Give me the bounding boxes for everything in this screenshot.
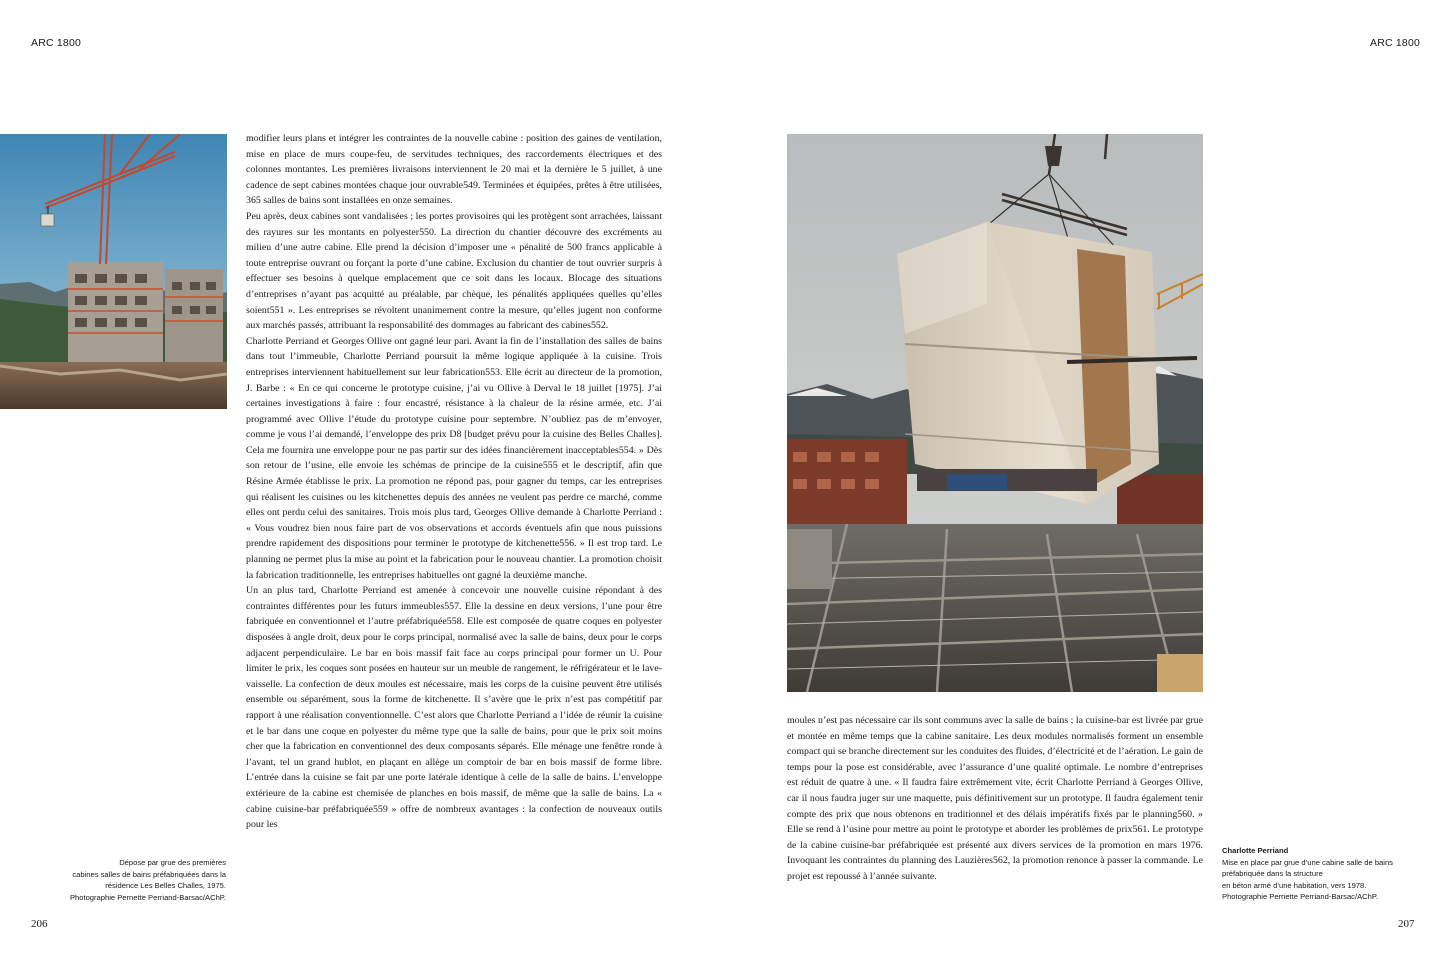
left-photo-caption (70, 857, 226, 903)
caption-line: en béton armé d’une habitation, vers 1978. (1222, 880, 1367, 890)
caption-line: Dépose par grue des premières (119, 858, 226, 867)
caption-line: cabines salles de bains préfabriquées dans la (72, 869, 226, 879)
construction-site-photo (0, 134, 227, 409)
prefab-cabin-photo (787, 134, 1203, 692)
caption-line: Photographie Pernette Perriand-Barsac/AChP. (69, 892, 226, 902)
body-paragraph: Charlotte Perriand et Georges Ollive ont gagné leur pari. Avant la fin de l’installation des salles de bains dans tout l’immeuble, Charlotte Perriand poursuit la même logique appliquée à la cuisine. Trois entreprises interviennent habituellement sur leur fabrication553. Elle écrit au directeur de la promotion, J. Barbe : « En ce qui concerne le prototype cuisine, j’ai vu Ollive à Derval le 18 juillet [1975]. J’ai certaines investigations à faire : four encastré, résistance à la chaleur de la résine armée, etc. J’ai programmé avec Ollive l’étude du prototype cuisine pour septembre. N’oubliez pas de m’envoyer, comme je vous l’ai demandé, l’enveloppe des prix D8 [budget prévu pour la cuisine des Belles Challes]. Cela me fournira une enveloppe pour ne pas partir sur des idées financièrement inacceptables554. » Dès son retour de l’usine, elle envoie les schémas de principe de la cuisine555 et le descriptif, afin que Résine Armée établisse le prix. La promotion ne répond pas, pour gagner du temps, car les entreprises qui réalisent les cuisines ou les kitchenettes depuis des années ne veulent pas perdre ce marché, comme elles ont perdu celui des sanitaires. Trois mois plus tard, Georges Ollive demande à Charlotte Perriand : « Vous voudrez bien nous faire part de vos observations et accords éventuels afin que nous puissions prendre rapidement des dispositions pour terminer le prototype de kitchenette556. » Il est trop tard. Le planning ne permet plus la mise au point et la fabrication pour le nouveau chantier. La promotion choisit la fabrication traditionnelle, les entreprises habituelles ont gagné la deuxième manche. (246, 335, 662, 581)
body-paragraph: moules n’est pas nécessaire car ils sont communs avec la salle de bains ; la cuisine-bar est livrée par grue et montée en même temps que la cabine sanitaire. Les deux modules normalisés forment un ensemble compact qui se branche directement sur les conduites des fluides, d’électricité et de l’aération. Le gain de temps pour la pose est considérable, avec l’assurance d’une qualité optimale. Le nombre d’entreprises est réduit de quatre à une. « Il faudra faire extrêmement vite, écrit Charlotte Perriand à Georges Ollive, car il nous faudra juger sur une maquette, puis définitivement sur un prototype. Il faudra également tenir compte des prix que nous obtenons en traditionnel et des délais impératifs fixés par le planning560. » Elle se rend à l’usine pour mettre au point le prototype et aborder les problèmes de prix561. Le prototype de la cabine cuisine-bar préfabriquée est présenté aux divers services de la promotion en mars 1976. Invoquant les contraintes du planning des Lauzières562, la promotion renonce à passer la commande. Le projet est repoussé à l’année suivante. (787, 715, 1203, 882)
page-number-left: 206 (31, 918, 48, 930)
caption-line: résidence Les Belles Challes, 1975. (105, 881, 226, 890)
right-text-column (787, 713, 1203, 885)
caption-line: préfabriquée dans la structure (1222, 869, 1323, 878)
running-head-left: ARC 1800 (31, 37, 82, 49)
body-paragraph: modifier leurs plans et intégrer les contraintes de la nouvelle cabine : position des gaines de ventilation, mise en place de murs coupe-feu, de servitudes techniques, des raccordements électriques et des colonnes montantes. Les premières livraisons interviennent le 20 mai et la dernière le 5 juillet, à une cadence de sept cabines montées chaque jour ouvrable549. Terminées et équipées, prêtes à être utilisées, 365 salles de bains sont installées en onze semaines. (246, 133, 662, 207)
page-number-right: 207 (1398, 918, 1415, 930)
caption-line: Photographie Pernette Perriand-Barsac/AChP. (1222, 892, 1379, 901)
caption-title: Charlotte Perriand (1222, 846, 1289, 855)
left-text-column (246, 131, 662, 833)
right-photo-caption (1222, 845, 1393, 903)
running-head-right: ARC 1800 (1370, 37, 1421, 49)
caption-line: Mise en place par grue d’une cabine salle de bains (1222, 857, 1393, 867)
body-paragraph: Un an plus tard, Charlotte Perriand est amenée à concevoir une nouvelle cuisine répondant à des contraintes différentes pour les futurs immeubles557. Elle la dessine en deux versions, l’une pour être fabriquée en conventionnel et l’autre préfabriquée558. Elle est composée de quatre coques en polyester disposées à angle droit, deux pour le corps principal, normalisé avec la salle de bains, deux pour le corps adjacent perpendiculaire. Le bar en bois massif fait face au corps principal pour former un U. Pour limiter le prix, les coques sont posées en hauteur sur un meuble de rangement, le réfrigérateur et le lave-vaisselle. La confection de deux moules est nécessaire, mais les corps de la cuisine peuvent être utilisés ensemble ou séparément, sous la forme de kitchenette. Il s’avère que le prix n’est pas compétitif par rapport à une réalisation conventionnelle. C’est alors que Charlotte Perriand a l’idée de réunir la cuisine et le bar dans une coque en polyester du même type que la salle de bains, pour que le prix soit moins cher que la fabrication en conventionnel des deux composants séparés. Elle ménage une fenêtre ronde à l’avant, tel un grand hublot, en plaçant en allège un comptoir de bar en bois massif de forme libre. L’entrée dans la cuisine se fait par une porte latérale identique à celle de la salle de bains. L’enveloppe extérieure de la cabine est chemisée de planches en bois massif, de même que la salle de bains. La « cabine cuisine-bar préfabriquée559 » offre de nombreux avantages : la confection de nouveaux outils pour les (246, 585, 662, 831)
body-paragraph: Peu après, deux cabines sont vandalisées ; les portes provisoires qui les protègent sont arrachées, laissant des rayures sur les montants en polyester550. La direction du chantier découvre des excréments au milieu d’une autre cabine. Elle prend la décision d’imposer une « pénalité de 500 francs applicable à toute entreprise ouvrant ou forçant la porte d’une cabine. Exclusion du chantier de tout ouvrier surpris à effectuer ses besoins à quelque emplacement que ce soit dans les locaux. Blocage des situations d’entreprises n’ayant pas acquitté au préalable, par chèque, les pénalités appliquées quelles qu’elles soient551 ». Les entreprises se révoltent unanimement contre la mesure, qu’elles jugent non conforme aux marchés passés, attribuant la responsabilité des dommages au fabricant des cabines552. (246, 210, 662, 332)
